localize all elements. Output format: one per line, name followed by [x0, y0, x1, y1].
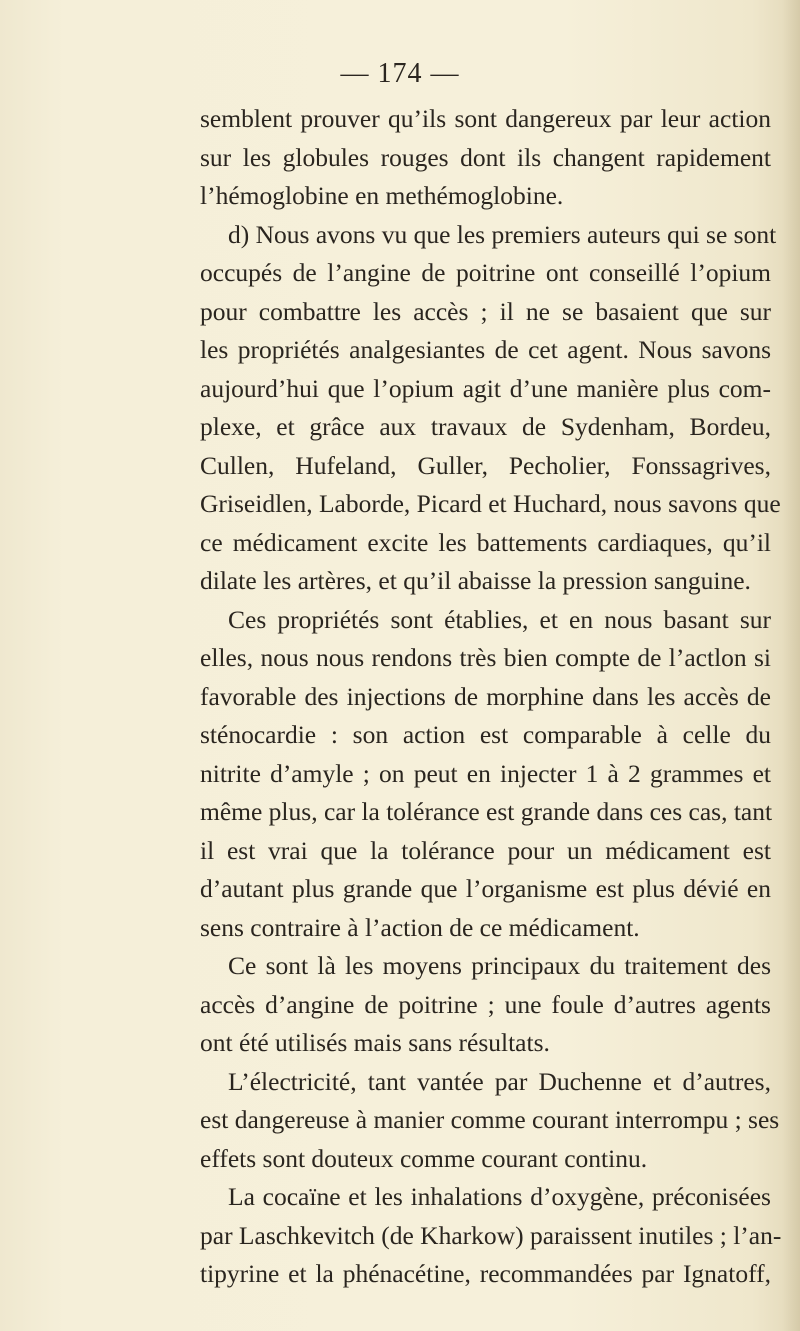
text-line: même plus, car la tolérance est grande dans ces cas, tant: [200, 797, 773, 826]
text-line: La cocaïne et les inhalations d’oxygène, préconisées: [228, 1182, 771, 1211]
text-line: d) Nous avons vu que les premiers auteurs qui se sont: [228, 219, 777, 249]
text-line: L’électricité, tant vantée par Duchenne et d’autres,: [228, 1066, 771, 1096]
text-line: elles, nous nous rendons très bien compte de l’actlon si: [200, 643, 771, 672]
text-line: Cullen, Hufeland, Guller, Pecholier, Fonssagrives,: [200, 450, 771, 480]
body-text: [200, 100, 782, 1294]
text-line: sens contraire à l’action de ce médicament.: [200, 912, 640, 942]
text-line: sur les globules rouges dont ils changent rapidement: [200, 142, 771, 172]
text-line: ont été utilisés mais sans résultats.: [200, 1028, 550, 1057]
text-line: par Laschkevitch (de Kharkow) paraissent inutiles ; l’an-: [200, 1220, 782, 1250]
text-line: pour combattre les accès ; il ne se basaient que sur: [200, 296, 771, 326]
text-line: tipyrine et la phénacétine, recommandées par Ignatoff,: [200, 1259, 771, 1288]
text-line: ce médicament excite les battements cardiaques, qu’il: [200, 527, 771, 557]
text-line: dilate les artères, et qu’il abaisse la pression sanguine.: [200, 566, 751, 595]
text-line: nitrite d’amyle ; on peut en injecter 1 à 2 grammes et: [200, 758, 771, 788]
text-line: sténocardie : son action est comparable à celle du: [200, 720, 771, 749]
text-line: occupés de l’angine de poitrine ont conseillé l’opium: [200, 258, 771, 287]
text-line: est dangereuse à manier comme courant interrompu ; ses: [200, 1105, 780, 1134]
text-line: les propriétés analgesiantes de cet agent. Nous savons: [200, 335, 771, 364]
text-line: Griseidlen, Laborde, Picard et Huchard, nous savons que: [200, 489, 781, 518]
text-line: aujourd’hui que l’opium agit d’une manière plus com-: [200, 373, 771, 403]
text-line: il est vrai que la tolérance pour un médicament est: [200, 835, 771, 865]
page-edge-shadow: [782, 0, 800, 1331]
text-line: favorable des injections de morphine dans les accès de: [200, 681, 771, 711]
text-line: d’autant plus grande que l’organisme est plus dévié en: [200, 874, 771, 903]
text-line: Ce sont là les moyens principaux du traitement des: [228, 951, 771, 980]
text-line: effets sont douteux comme courant continu.: [200, 1143, 648, 1173]
page-number: — 174 —: [340, 58, 460, 89]
text-line: semblent prouver qu’ils sont dangereux par leur action: [200, 104, 771, 133]
text-line: accès d’angine de poitrine ; une foule d’autres agents: [200, 989, 771, 1019]
text-line: plexe, et grâce aux travaux de Sydenham, Bordeu,: [200, 412, 771, 441]
text-line: l’hémoglobine en methémoglobine.: [200, 181, 564, 210]
text-line: Ces propriétés sont établies, et en nous basant sur: [228, 604, 771, 634]
